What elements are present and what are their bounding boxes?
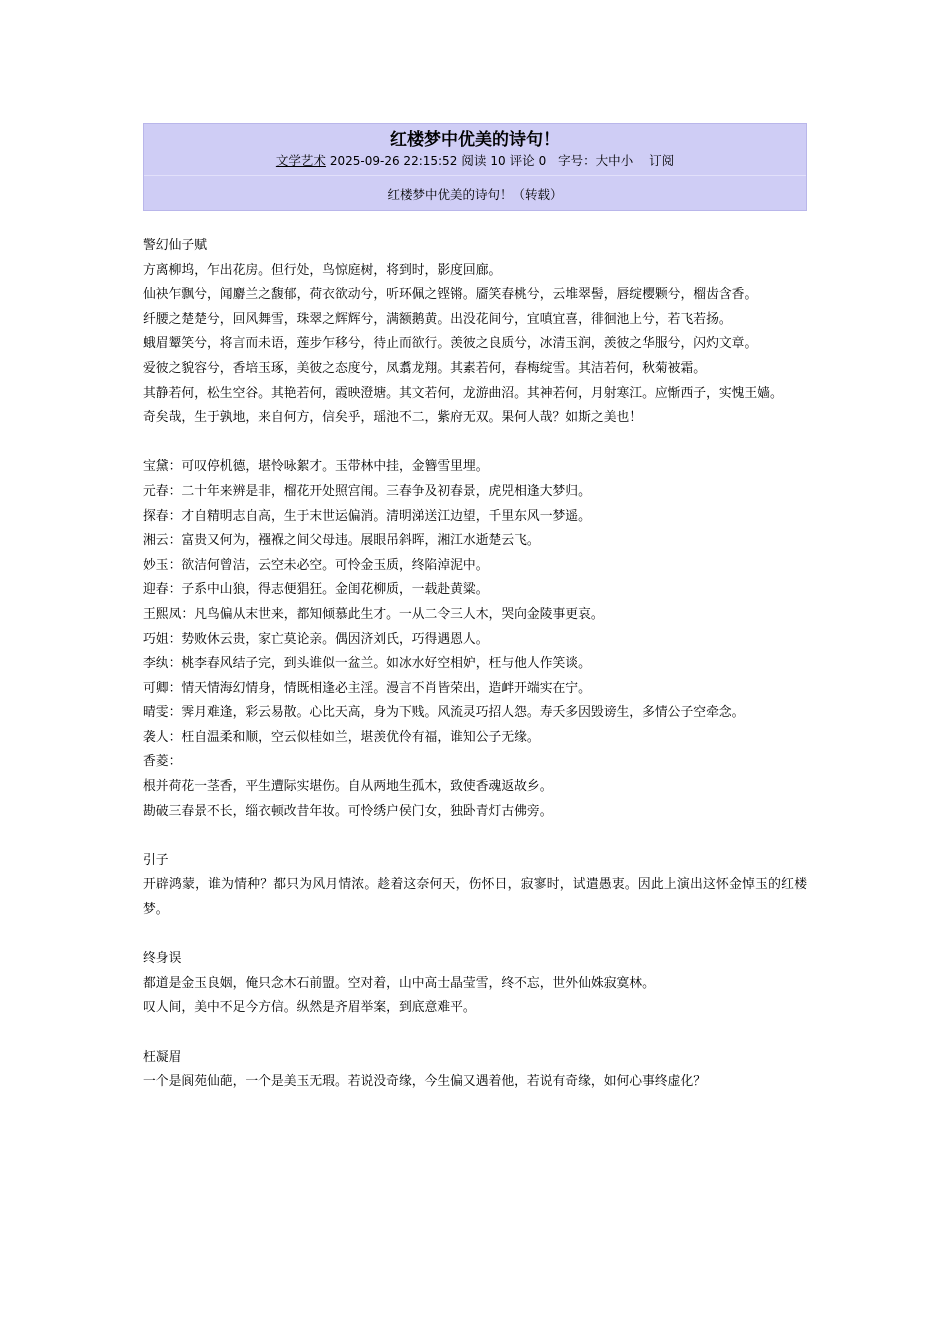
poem-line: 勘破三春景不长，缁衣顿改昔年妆。可怜绣户侯门女，独卧青灯古佛旁。 (143, 803, 553, 819)
poem-line: 晴雯：霁月难逢，彩云易散。心比天高，身为下贱。风流灵巧招人怨。寿夭多因毁谤生，多情公子空牵念。 (143, 705, 745, 721)
section-gap (143, 1021, 807, 1046)
poem-line: 元春：二十年来辨是非，榴花开处照宫闱。三春争及初春景，虎兕相逢大梦归。 (143, 483, 591, 499)
poem-line: 蛾眉颦笑兮，将言而未语，莲步乍移兮，待止而欲行。羡彼之良质兮，冰清玉润，羡彼之华服兮，闪灼文章。 (143, 336, 758, 352)
post-datetime: 2025-09-26 22:15:52 (329, 154, 458, 168)
category-link[interactable]: 文学艺术 (275, 153, 326, 168)
poem-line: 根并荷花一茎香，平生遭际实堪伤。自从两地生孤木，致使香魂返故乡。 (143, 779, 553, 795)
section-gap (143, 431, 807, 456)
poem-line: 方离柳坞，乍出花房。但行处，鸟惊庭树，将到时，影度回廊。 (143, 262, 502, 278)
poem-line: 探春：才自精明志自高，生于末世运偏消。清明涕送江边望，千里东风一梦遥。 (143, 508, 591, 524)
poem-line: 湘云：富贵又何为，襁褓之间父母违。展眼吊斜晖，湘江水逝楚云飞。 (143, 533, 540, 549)
poem-line: 香菱： (143, 754, 182, 770)
comment-label[interactable]: 评论 (509, 153, 535, 168)
section-line-first: 引子 (143, 852, 169, 868)
article-meta (144, 152, 806, 170)
poem-line: 爱彼之貌容兮，香培玉琢，美彼之态度兮，凤翥龙翔。其素若何，春梅绽雪。其洁若何，秋菊被霜。 (143, 360, 707, 376)
comment-count: 0 (538, 154, 547, 168)
poem-line: 叹人间，美中不足今方信。纵然是齐眉举案，到底意难平。 (143, 1000, 476, 1016)
read-label: 阅读 (461, 153, 487, 168)
poem-line: 妙玉：欲洁何曾洁，云空未必空。可怜金玉质，终陷淖泥中。 (143, 557, 489, 573)
poem-line: 李纨：桃李春风结子完，到头谁似一盆兰。如冰水好空相妒，枉与他人作笑谈。 (143, 656, 591, 672)
subscribe-button[interactable]: 订阅 (649, 153, 675, 168)
poem-line: 其静若何，松生空谷。其艳若何，霞映澄塘。其文若何，龙游曲沼。其神若何，月射寒江。应惭西子，实愧王嫱。 (143, 385, 783, 401)
section-line-first: 枉凝眉 (143, 1049, 182, 1065)
section-line-first: 警幻仙子赋 (143, 238, 207, 253)
poem-line: 奇矣哉，生于孰地，来自何方，信矣乎，瑶池不二，紫府无双。果何人哉？如斯之美也！ (143, 410, 643, 426)
section-gap (143, 923, 807, 948)
poem-line: 仙袂乍飘兮，闻麝兰之馥郁，荷衣欲动兮，听环佩之铿锵。靥笑春桃兮，云堆翠髻，唇绽樱颗兮，榴齿含香。 (143, 287, 758, 303)
poem-line: 一个是阆苑仙葩，一个是美玉无瑕。若说没奇缘，今生偏又遇着他，若说有奇缘，如何心事终虚化？ (143, 1074, 707, 1090)
section-line-first: 宝黛：可叹停机德，堪怜咏絮才。玉带林中挂，金簪雪里埋。 (143, 459, 489, 475)
poem-line: 纤腰之楚楚兮，回风舞雪，珠翠之辉辉兮，满额鹅黄。出没花间兮，宜嗔宜喜，徘徊池上兮，若飞若扬。 (143, 311, 732, 327)
article (143, 123, 807, 1095)
article-subtitle: 红楼梦中优美的诗句！（转载） (387, 187, 563, 202)
section-gap (143, 824, 807, 849)
font-size-large-button[interactable]: 大 (595, 153, 609, 168)
header-divider (144, 175, 806, 176)
font-size-label: 字号： (558, 153, 596, 168)
poem-line: 袭人：枉自温柔和顺，空云似桂如兰，堪羡优伶有福，谁知公子无缘。 (143, 729, 540, 745)
article-header (143, 123, 807, 211)
poem-line: 迎春：子系中山狼，得志便猖狂。金闺花柳质，一载赴黄粱。 (143, 582, 489, 598)
read-count: 10 (490, 154, 506, 168)
poem-line: 开辟鸿蒙，谁为情种？都只为风月情浓。趁着这奈何天，伤怀日，寂寥时，试遣愚衷。因此上演出这怀金悼玉的红楼梦。 (143, 877, 807, 918)
poem-line: 可卿：情天情海幻情身，情既相逢必主淫。漫言不肖皆荣出，造衅开端实在宁。 (143, 680, 591, 696)
poem-line: 巧姐：势败休云贵，家亡莫论亲。偶因济刘氏，巧得遇恩人。 (143, 631, 489, 647)
font-size-medium-button[interactable]: 中 (608, 153, 621, 168)
poem-line: 王熙凤：凡鸟偏从末世来，都知倾慕此生才。一从二令三人木，哭向金陵事更哀。 (143, 606, 604, 622)
font-size-small-button[interactable]: 小 (620, 153, 634, 168)
poem-line: 都道是金玉良姻，俺只念木石前盟。空对着，山中高士晶莹雪，终不忘，世外仙姝寂寞林。 (143, 975, 655, 991)
article-body (143, 234, 807, 1095)
section-line-first: 终身误 (143, 951, 182, 967)
article-title: 红楼梦中优美的诗句！ (390, 130, 560, 150)
